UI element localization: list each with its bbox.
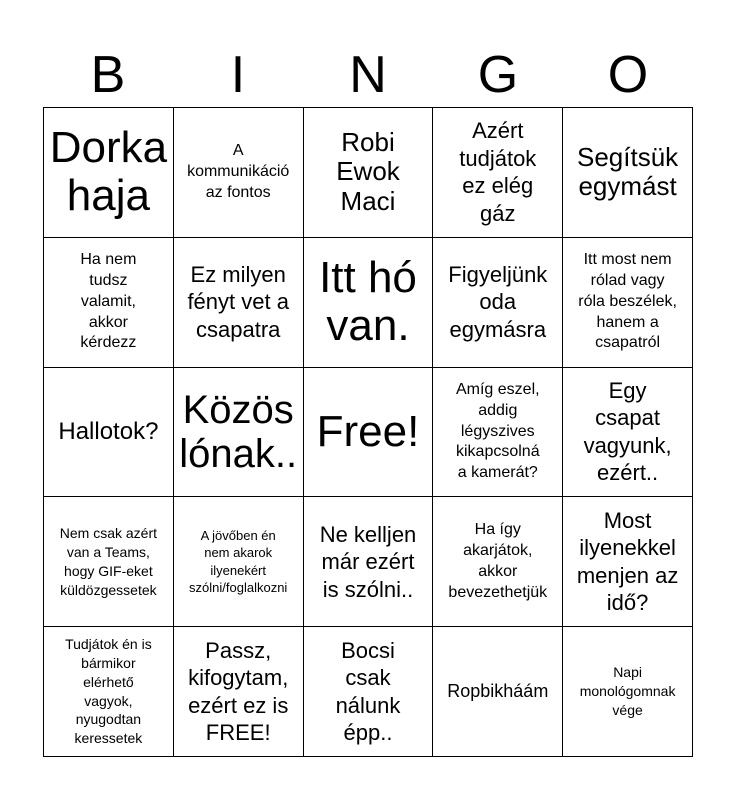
bingo-cell[interactable]: Passz, kifogytam, ezért ez is FREE! [174,627,304,757]
bingo-cell[interactable]: Robi Ewok Maci [304,108,434,238]
bingo-cell[interactable]: Ez milyen fényt vet a csapatra [174,238,304,368]
bingo-cell[interactable]: Tudjátok én is bármikor elérhető vagyok, nyugodtan keressetek [44,627,174,757]
bingo-cell[interactable]: Itt most nem rólad vagy róla beszélek, hanem a csapatról [563,238,693,368]
header-letter-o: O [607,46,649,104]
bingo-cell[interactable]: Egy csapat vagyunk, ezért.. [563,368,693,498]
bingo-cell[interactable]: Most ilyenekkel menjen az idő? [563,497,693,627]
bingo-cell[interactable]: Azért tudjátok ez elég gáz [433,108,563,238]
bingo-cell[interactable]: Ropbikháám [433,627,563,757]
bingo-cell[interactable]: Ha nem tudsz valamit, akkor kérdezz [44,238,174,368]
header-letter-g: G [477,46,519,104]
bingo-cell[interactable]: Ne kelljen már ezért is szólni.. [304,497,434,627]
header-letter-i: I [230,46,246,104]
bingo-cell[interactable]: Free! [304,368,434,498]
header-letter-n: N [349,46,387,104]
bingo-cell[interactable]: A jövőben én nem akarok ilyenekért szólni/foglalkozni [174,497,304,627]
bingo-cell[interactable]: Itt hó van. [304,238,434,368]
bingo-cell[interactable]: Nem csak azért van a Teams, hogy GIF-eket küldözgessetek [44,497,174,627]
bingo-header [43,42,693,108]
bingo-cell[interactable]: Dorka haja [44,108,174,238]
bingo-cell[interactable]: Figyeljünk oda egymásra [433,238,563,368]
header-letter-b: B [90,46,126,104]
bingo-cell[interactable]: Ha így akarjátok, akkor bevezethetjük [433,497,563,627]
bingo-cell[interactable]: Bocsi csak nálunk épp.. [304,627,434,757]
bingo-grid [43,107,693,757]
bingo-cell[interactable]: Segítsük egymást [563,108,693,238]
bingo-cell[interactable]: Napi monológomnak vége [563,627,693,757]
bingo-cell[interactable]: A kommunikáció az fontos [174,108,304,238]
bingo-cell[interactable]: Közös lónak.. [174,368,304,498]
bingo-cell[interactable]: Amíg eszel, addig légyszives kikapcsolná a kamerát? [433,368,563,498]
bingo-cell[interactable]: Hallotok? [44,368,174,498]
